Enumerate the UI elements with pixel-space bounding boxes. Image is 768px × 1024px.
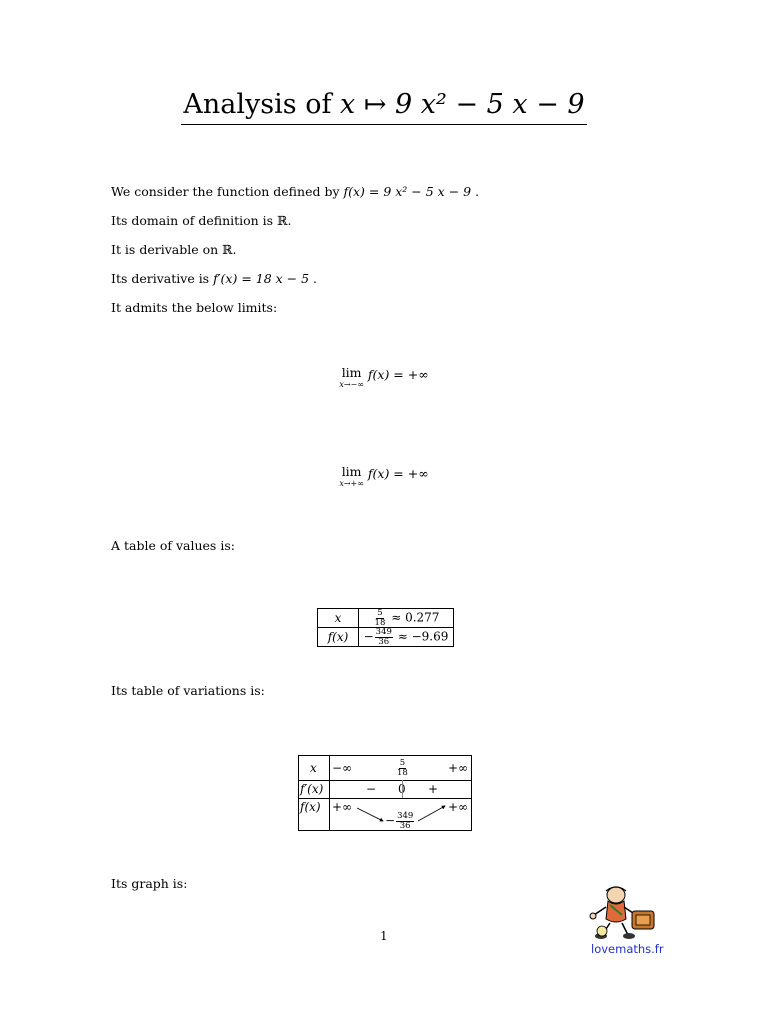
denominator: 18 xyxy=(397,767,408,778)
var-f-label: f(x) xyxy=(300,800,321,814)
decreasing-arrow xyxy=(357,808,383,821)
numerator: 349 xyxy=(375,627,392,637)
numerator: 349 xyxy=(397,811,414,821)
math: ℝ. xyxy=(222,242,237,257)
cartoon-mascot-logo xyxy=(586,885,664,941)
lim-operator xyxy=(339,466,364,490)
limit-plus-infinity xyxy=(0,466,768,490)
lim-sub: x→+∞ xyxy=(339,479,364,488)
numerator: 5 xyxy=(377,608,383,618)
text: We consider the function defined by xyxy=(111,184,344,199)
var-f-right: +∞ xyxy=(448,800,469,814)
increasing-arrow xyxy=(418,806,445,821)
values-f-value xyxy=(359,628,454,647)
numerator: 5 xyxy=(399,758,406,768)
values-x-value xyxy=(359,609,454,628)
paragraph-derivable xyxy=(111,242,237,258)
text: Its derivative is xyxy=(111,271,214,286)
fraction xyxy=(374,609,387,627)
paragraph-derivative xyxy=(111,271,317,287)
lim-expr: f(x) = +∞ xyxy=(367,466,429,481)
paragraph-domain xyxy=(111,213,291,229)
paragraph-definition xyxy=(111,184,479,200)
fraction xyxy=(375,628,393,646)
denominator: 36 xyxy=(378,636,390,647)
table-row xyxy=(318,609,454,628)
paragraph-graph-intro: Its graph is: xyxy=(111,876,188,891)
sign: − xyxy=(363,629,374,644)
var-f-left: +∞ xyxy=(332,800,353,814)
var-fp-zero: 0 xyxy=(398,782,406,796)
math: f(x) = 9 x² − 5 x − 9 . xyxy=(343,184,480,199)
page-number: 1 xyxy=(380,929,388,943)
var-x-label: x xyxy=(310,761,317,775)
lim-word: lim xyxy=(341,464,362,479)
denominator: 36 xyxy=(399,820,411,831)
values-f-label: f(x) xyxy=(318,628,359,647)
lim-operator xyxy=(339,367,364,391)
var-fp-label: f′(x) xyxy=(300,782,324,796)
values-x-label: x xyxy=(318,609,359,628)
paragraph-values-intro: A table of values is: xyxy=(111,538,235,553)
lim-sub: x→−∞ xyxy=(339,380,364,389)
title-expression: x ↦ 9 x² − 5 x − 9 xyxy=(340,89,585,120)
page-title xyxy=(0,88,768,125)
math: f′(x) = 18 x − 5 . xyxy=(213,271,318,286)
approx: ≈ 0.277 xyxy=(391,610,440,625)
sign: − xyxy=(385,813,396,828)
var-fp-left-sign: − xyxy=(366,782,377,796)
lim-expr: f(x) = +∞ xyxy=(367,367,429,382)
variation-arrows xyxy=(299,756,471,830)
lim-word: lim xyxy=(341,365,362,380)
site-link[interactable]: lovemaths.fr xyxy=(591,942,664,956)
title-prefix: Analysis of xyxy=(183,89,341,120)
text: It is derivable on xyxy=(111,242,223,257)
denominator: 18 xyxy=(374,617,386,628)
paragraph-variations-intro: Its table of variations is: xyxy=(111,683,265,698)
math: ℝ. xyxy=(277,213,292,228)
variations-table xyxy=(298,755,472,831)
var-x-right: +∞ xyxy=(448,761,469,775)
text: Its domain of definition is xyxy=(111,213,278,228)
approx: ≈ −9.69 xyxy=(397,629,449,644)
paragraph-limits-intro: It admits the below limits: xyxy=(111,300,278,315)
limit-minus-infinity xyxy=(0,367,768,391)
table-row xyxy=(318,628,454,647)
values-table xyxy=(317,608,454,647)
var-fp-right-sign: + xyxy=(428,782,439,796)
var-x-left: −∞ xyxy=(332,761,353,775)
